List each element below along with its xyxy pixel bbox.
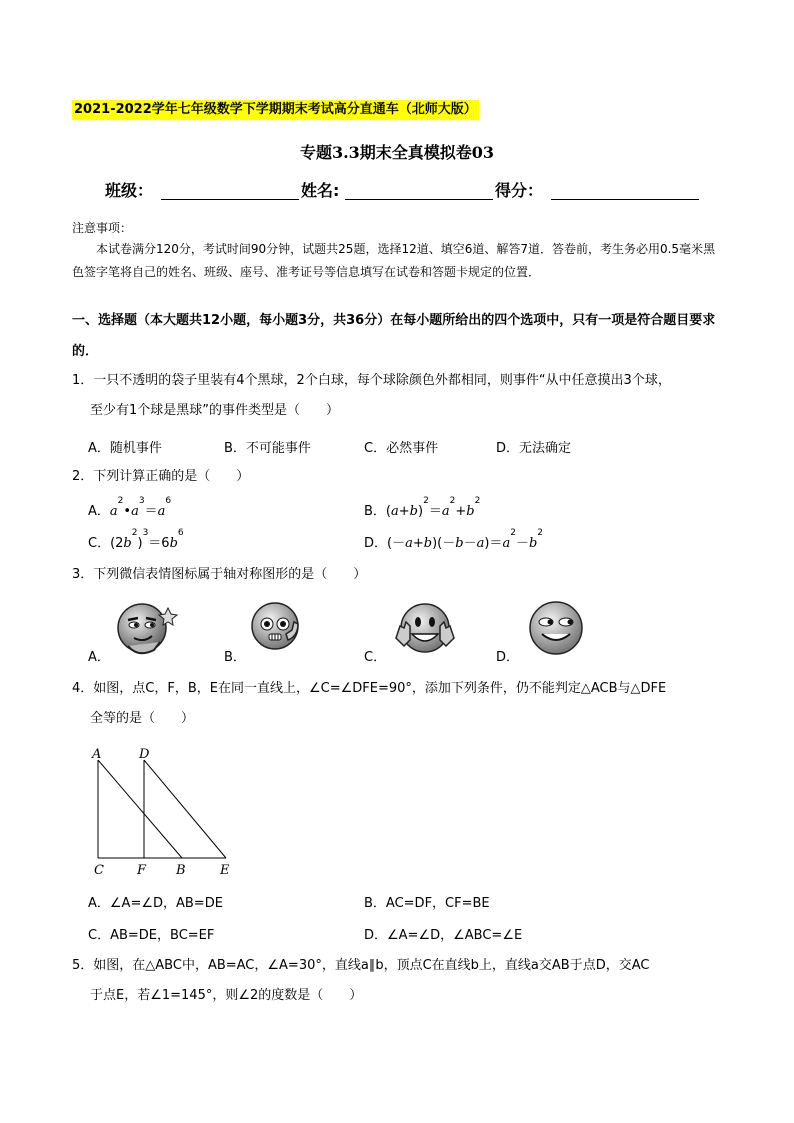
q1-stem-line2: 至少有1个球是黑球”的事件类型是（ ） [90, 403, 340, 418]
skull-emoji-icon [248, 600, 304, 660]
class-field[interactable] [161, 199, 299, 200]
q4-triangle-figure [86, 742, 246, 878]
q2-option-a[interactable]: A．$a^2•a^3=a^6$ [88, 496, 172, 519]
q3-number: 3． [72, 567, 94, 582]
question-5 [72, 951, 732, 1011]
grin-hands-emoji-icon [392, 600, 458, 660]
q3-option-c[interactable]: C． [364, 650, 387, 665]
q5-stem-line1: 如图，在△ABC中，AB=AC，∠A=30°，直线a∥b，顶点C在直线b上，直线a交AB于点D，交AC [93, 958, 650, 973]
notes-heading: 注意事项： [72, 221, 133, 235]
q4-option-d[interactable]: D．∠A=∠D，∠ABC=∠E [364, 928, 523, 943]
q2-number: 2． [72, 469, 94, 484]
q4-option-a[interactable]: A．∠A=∠D，AB=DE [88, 896, 223, 911]
label-D: D [139, 747, 150, 762]
section-1-title: 一、选择题（本大题共12小题，每小题3分，共36分）在每小题所给出的四个选项中，只有一项是符合题目要求的． [72, 313, 716, 359]
name-field[interactable] [345, 199, 493, 200]
q1-number: 1． [72, 373, 94, 388]
q1-option-c[interactable]: C．必然事件 [364, 441, 439, 456]
q5-number: 5． [72, 958, 94, 973]
q3-option-b[interactable]: B． [224, 650, 246, 665]
q3-option-d[interactable]: D． [496, 650, 520, 665]
notes-body: 本试卷满分120分，考试时间90分钟，试题共25题，选择12道、填空6道、解答7道．答卷前，考生务必用0.5毫米黑色签字笔将自己的姓名、班级、座号、准考证号等信息填写在试卷和答题卡规定的位置． [72, 242, 716, 279]
q4-option-b[interactable]: B．AC=DF，CF=BE [364, 896, 490, 911]
label-B: B [176, 863, 186, 878]
q1-option-a[interactable]: A．随机事件 [88, 441, 162, 456]
side-eye-emoji-icon [526, 600, 586, 660]
question-3 [72, 560, 732, 590]
page-title: 专题3.3期末全真模拟卷03 [299, 143, 495, 162]
label-E: E [220, 863, 230, 878]
q2-option-d[interactable]: D．$(-a+b)(-b-a)=a^2-b^2$ [364, 528, 544, 551]
label-A: A [92, 747, 102, 762]
label-C: C [94, 863, 104, 878]
q4-stem-line1: 如图，点C，F，B，E在同一直线上，∠C=∠DFE=90°，添加下列条件，仍不能判定△ACB与△DFE [93, 681, 667, 696]
q2-stem: 下列计算正确的是（ ） [93, 469, 250, 484]
smirk-emoji-icon [112, 600, 182, 660]
q3-option-a[interactable]: A． [88, 650, 110, 665]
question-2 [72, 462, 732, 492]
name-label: 姓名: [301, 181, 340, 200]
class-label: 班级： [105, 181, 154, 200]
question-1 [72, 366, 732, 426]
q1-option-d[interactable]: D．无法确定 [496, 441, 572, 456]
q4-stem-line2: 全等的是（ ） [90, 711, 195, 726]
q1-stem-line1: 一只不透明的袋子里装有4个黑球，2个白球，每个球除颜色外都相同，则事件“从中任意摸出3个球， [93, 373, 671, 388]
student-info-row [105, 178, 705, 202]
q5-stem-line2: 于点E，若∠1=145°，则∠2的度数是（ ） [90, 988, 363, 1003]
question-4 [72, 674, 732, 734]
score-field[interactable] [551, 199, 699, 200]
score-label: 得分： [495, 181, 544, 200]
series-banner: 2021-2022学年七年级数学下学期期末考试高分直通车（北师大版） [72, 100, 479, 120]
label-F: F [137, 863, 147, 878]
q1-option-b[interactable]: B．不可能事件 [224, 441, 311, 456]
q3-stem: 下列微信表情图标属于轴对称图形的是（ ） [93, 567, 367, 582]
q2-option-b[interactable]: B．$(a+b)^2=a^2+b^2$ [364, 496, 481, 519]
q4-option-c[interactable]: C．AB=DE，BC=EF [88, 928, 215, 943]
q4-number: 4． [72, 681, 94, 696]
q2-option-c[interactable]: C．$(2b^2)^3=6b^6$ [88, 528, 184, 551]
